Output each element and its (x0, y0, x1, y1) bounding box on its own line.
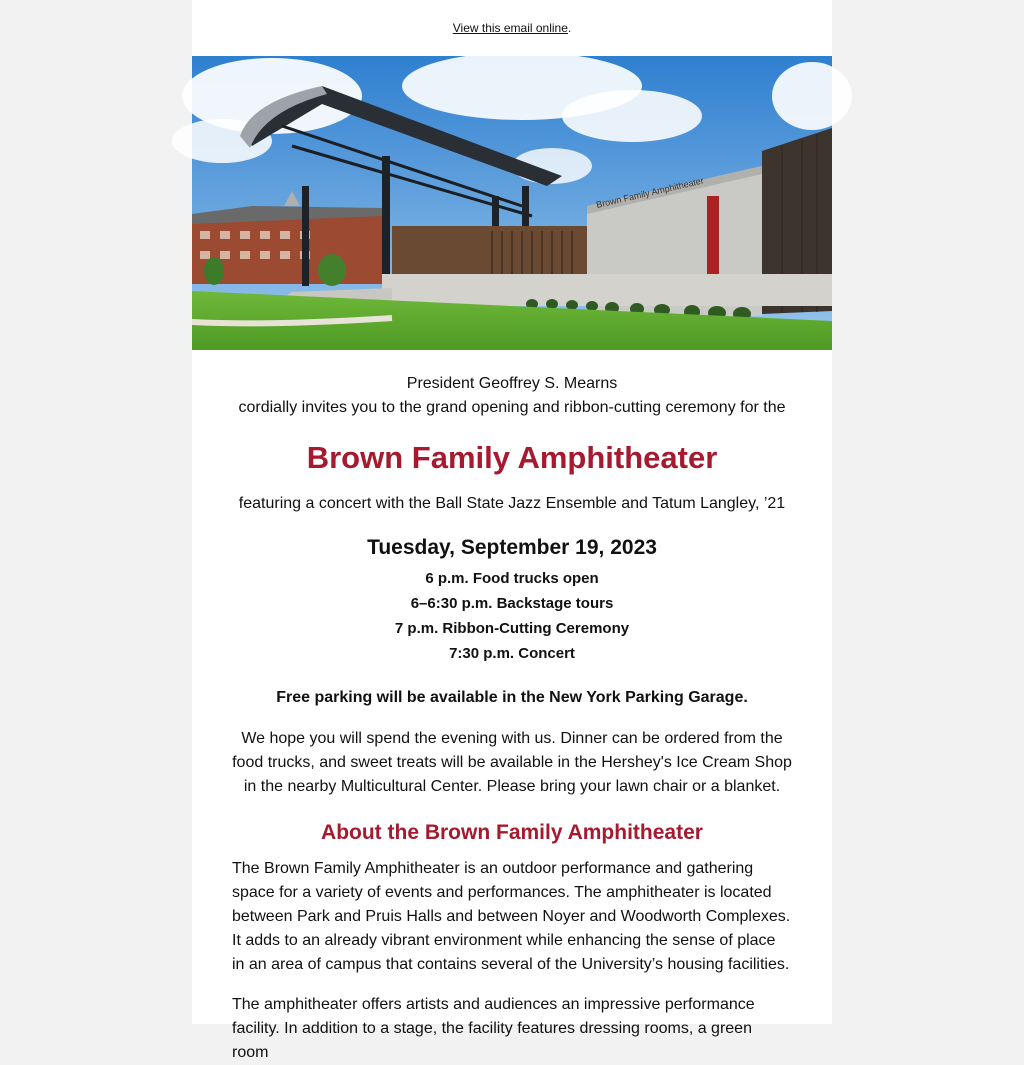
view-online-suffix: . (567, 21, 572, 35)
view-online-link[interactable]: View this email online (452, 21, 568, 35)
invitation-line: cordially invites you to the grand opening and ribbon-cutting ceremony for the (238, 399, 786, 416)
about-paragraph: The Brown Family Amphitheater is an outdoor performance and gathering space for a variety of events and performances. The amphitheater is located between Park and Pruis Halls and between Noyer and Woodworth Complexes. It adds to an already vibrant environment while enhancing the sense of place in an area of campus that contains several of the University’s housing facilities. (232, 860, 791, 973)
venue-title: Brown Family Amphitheater (306, 440, 718, 475)
email-body (192, 0, 832, 1061)
about-paragraph: The amphitheater offers artists and audiences an impressive performance facility. In addition to a stage, the facility features dressing rooms, a green room (232, 996, 755, 1061)
schedule-item: 6–6:30 p.m. Backstage tours (410, 595, 614, 612)
featuring-text: featuring a concert with the Ball State Jazz Ensemble and Tatum Langley, ’21 (238, 495, 786, 512)
evening-note: We hope you will spend the evening with us. Dinner can be ordered from the food trucks, and sweet treats will be available in the Hershey's Ice Cream Shop in the nearby Multicultural Center. Please bring your lawn chair or a blanket. (232, 730, 792, 795)
parking-note: Free parking will be available in the New York Parking Garage. (276, 689, 748, 706)
invitation-content (192, 372, 832, 1065)
event-date: Tuesday, September 19, 2023 (367, 536, 657, 559)
about-section-title: About the Brown Family Amphitheater (321, 821, 703, 844)
schedule-item: 7 p.m. Ribbon-Cutting Ceremony (394, 620, 630, 637)
hero-sign-text: Brown Family Amphitheater (595, 175, 705, 210)
event-schedule (232, 566, 792, 666)
schedule-item: 6 p.m. Food trucks open (425, 570, 599, 587)
invitation-intro (232, 372, 792, 420)
schedule-item: 7:30 p.m. Concert (449, 645, 575, 662)
hero-amphitheater-photo (192, 56, 832, 350)
view-online-bar (192, 0, 832, 56)
invitation-host: President Geoffrey S. Mearns (406, 375, 618, 392)
